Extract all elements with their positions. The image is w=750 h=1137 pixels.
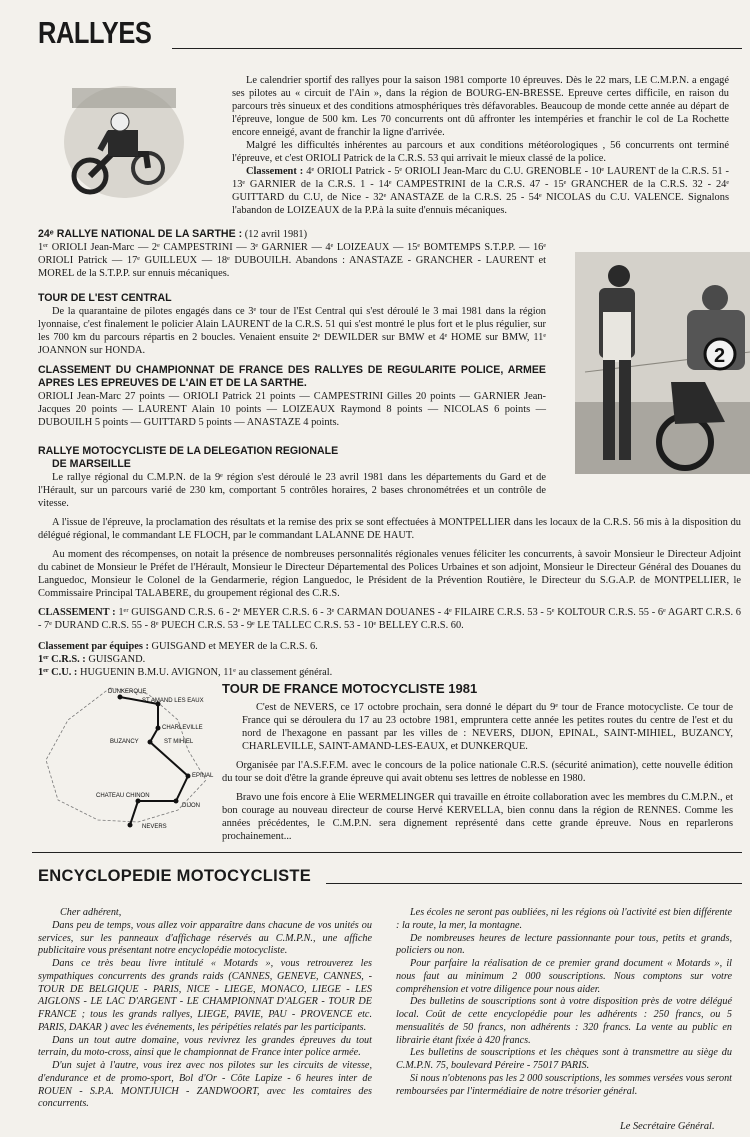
map-label-epinal: EPINAL [192,773,214,779]
classement-paragraph [232,165,729,217]
encyclo-title-rule [326,883,742,884]
tour-paragraph: C'est de NEVERS, ce 17 octobre prochain, sera donné le départ du 9ᵉ tour de France motocycliste. Ce tour de France qui se déroulera du 17 au 23 octobre 1981, empruntera cette année les petites routes du centre de l'est et du nord de l'hexagone en passant par les villes de : NEVERS, DIJON, EPINAL, SAINT-MIHIEL, BUZANCY, CHARLEVILLE, SAINT-AMAND-LES-EAUX, et DUNKERQUE. [242,702,733,753]
map-label-buzancy: BUZANCY [110,739,139,745]
cu-label: 1ᵉʳ C.U. : [38,667,78,678]
encyclo-paragraph: Si nous n'obtenons pas les 2 000 souscriptions, les sommes versées vous seront remboursées par l'intermédiaire de notre trésorier général. [396,1072,732,1097]
encyclo-paragraph: Dans peu de temps, vous allez voir apparaître dans chacune de vos unités ou services, sur les panneaux d'affichage réservés au C.M.P.N., une affiche publicitaire vous présentant notre encyclopédie motocycliste. [38,919,372,957]
map-label-st-amand: ST AMAND LES EAUX [142,698,204,704]
tour-paragraph: Organisée par l'A.S.F.F.M. avec le concours de la police nationale C.R.S. (sécurité animation), cette nouvelle édition du tour se doit d'être la grande épreuve qui avait obtenu ses lettres de noblesse en 1980. [222,760,733,785]
est-text: De la quarantaine de pilotes engagés dans ce 3ᵉ tour de l'Est Central qui s'est déroulé le 3 mai 1981 dans la région lyonnaise, c'est finalement le policier Alain LAURENT de la C.R.S. 51 qui s'est montré le plus fort et le plus régulier, sur les 700 km du parcours répartis en 2 boucles. Venaient ensuite 2ᵉ DEWILDER sur BMW et 4ᵉ HOME sur BMW, 11ᵉ JOANNON sur HONDA. [38,306,546,357]
encyclo-right-column [396,907,732,1098]
marseille-section [38,445,546,471]
tour-title: TOUR DE FRANCE MOTOCYCLISTE 1981 [222,681,478,696]
section-rule [32,852,742,853]
marseille-title: DE MARSEILLE [52,458,131,471]
cu-text: HUGUENIN B.M.U. AVIGNON, 11ᵉ au classement général. [77,667,333,678]
encyclo-paragraph: Dans un tout autre domaine, vous revivrez les grandes épreuves du tout terrain, du moto-cross, ainsi que le championnat de France inter police armée. [38,1034,372,1059]
route-map [38,680,218,830]
intro-paragraph: Le calendrier sportif des rallyes pour la saison 1981 comporte 10 épreuves. Dès le 22 mars, LE C.M.P.N. a engagé ses pilotes au « circuit de l'Ain », dans la région de BOURG-EN-BRESSE. Epreuve certes difficile, en raison du parcours très sinueux et des conditions atmosphériques très défavorables. Beaucoup de monde cette année au départ de l'épreuve, longue de 500 km. Les 70 concurrents ont dû affronter les intempéries et franchir le col de La Rochette encore enneigé, avant de franchir la ligne d'arrivée. [232,75,729,138]
sarthe-results: 1ᵉʳ ORIOLI Jean-Marc — 2ᵉ CAMPESTRINI — 3ᵉ GARNIER — 4ᵉ LOIZEAUX — 15ᵉ BOMTEMPS S.T.P.P. — 16ᵉ ORIOLI Patrick — 17ᵉ GUILLEUX — 18ᵉ DUBOUILH. Abandons : ANASTAZE - GRANCHER - LAURENT et MOREL de la S.T.P.P. sur ennuis mécaniques. [38,242,546,280]
riders-photo [575,252,750,474]
rallyes-title: RALLYES [38,15,152,50]
est-title: TOUR DE L'EST CENTRAL [38,292,172,304]
motorcyclist-photo [62,84,186,200]
map-label-st-mihiel: ST MIHIEL [164,739,194,745]
encyclo-paragraph: Les bulletins de souscriptions et les chèques sont à transmettre au siège du C.M.P.N. 75, boulevard Péreire - 75017 PARIS. [396,1047,732,1071]
signature: Le Secrétaire Général. [620,1121,715,1132]
equipes-label: Classement par équipes : [38,641,149,652]
classement2-paragraph [38,606,741,632]
marseille-body [38,471,741,679]
race-number: 2 [714,345,726,367]
classement-label: Classement : [246,166,304,177]
title-rule [172,48,742,49]
equipes-line [38,640,741,653]
recompenses-text: Au moment des récompenses, on notait la présence de nombreuses personnalités régionales venues féliciter les concurrents, à savoir Monsieur le Directeur Adjoint du cabinet de Monsieur le Préfet de l'Hérault, Monsieur le Directeur Départemental des Polices Urbaines et son adjoint, Monsieur le Directeur Général des Douanes du Languedoc, Monsieur le Colonel de la Gendarmerie, région Languedoc, le Président de la Prévention Routière, le Directeur du S.G.A.P. de MONTPELLIER, le Commissaire Principal TALABERE, du groupement régional des C.R.S. [38,549,741,599]
map-label-dunkerque: DUNKERQUE [108,689,147,695]
sarthe-date: (12 avril 1981) [242,229,308,240]
issue-text: A l'issue de l'épreuve, la proclamation des résultats et la remise des prix se sont effectuées à MONTPELLIER dans les locaux de la C.R.S. 56 mis à la disposition du délégué régional, le commandant LE FLOCH, par le commandant LALANNE DE HAUT. [38,517,741,541]
encyclo-paragraph: Pour parfaire la réalisation de ce premier grand document « Motards », il nous faut au minimum 2 000 souscriptions. Nous comptons sur votre compréhension et votre diligence pour nous aider. [396,958,732,995]
map-label-dijon: DIJON [182,803,200,809]
sarthe-title: 24ᵉ RALLYE NATIONAL DE LA SARTHE : [38,228,243,240]
intro-paragraph: Malgré les difficultés inhérentes au parcours et aux conditions météorologiques , 56 concurrents ont terminé l'épreuve, et c'est ORIOLI Patrick de la C.R.S. 53 qui arrivait le mieux classé de la police. [232,140,729,164]
encyclo-paragraph: De nombreuses heures de lecture passionnante pour tous, petits et grands, policiers ou non. [396,932,732,957]
classement-text: 4ᵉ ORIOLI Patrick - 5ᵉ ORIOLI Jean-Marc du C.U. GRENOBLE - 10ᵉ LAURENT de la C.R.S. 51 - 13ᵉ GARNIER de la C.R.S. 1 - 14ᵉ CAMPESTRINI de la C.R.S. 47 - 15ᵉ GRANCHER de la C.R.S. 32 - 24ᵉ GUITTARD du C.U, de Nice - 32ᵉ ANASTAZE de la C.R.S. 25 - 54ᵉ NICOLAS du C.U. VALENCE. Signalons l'abandon de LOIZEAUX de la P.P.à la suite d'ennuis mécaniques. [232,166,729,216]
cu-line [38,666,741,679]
marseille-title: RALLYE MOTOCYCLISTE DE LA DELEGATION REGIONALE [38,445,339,457]
tour-paragraph: Bravo une fois encore à Elie WERMELINGER qui travaille en étroite collaboration avec les membres du C.M.P.N., et bon courage au nouveau directeur de course Hervé KERVELLA, bien connu dans la région de RENNES. Comme les années précédentes, le C.M.P.N. sera dignement représenté dans cette grande épreuve. Nous en reparlerons prochainement... [222,792,733,843]
crs-text: GUISGAND. [85,654,146,665]
tour-section [222,681,733,843]
classement2-label: CLASSEMENT : [38,607,116,618]
crs-line [38,653,741,666]
encyclo-title: ENCYCLOPEDIE MOTOCYCLISTE [38,867,312,885]
encyclo-paragraph: Dans ce très beau livre intitulé « Motards », vous retrouverez les sympathiques concurrents des grands raids (CANNES, GENEVE, CANNES, - TOUR DE BELGIQUE - PARIS, NICE - LIEGE, MONACO, LIEGE - LES AIGLONS - LE LAC D'ARGENT - LE CHAMPIONNAT D'ALGER - TOUR DE FRANCE ; tous les grands rallyes, LIEGE, PAVIE, PAU - PROVENCE etc. PARIS, DAKAR ) avec les événements, les péripéties relatés par les participants. [38,958,372,1033]
map-label-chateau-chinon: CHATEAU CHINON [96,793,150,799]
encyclo-paragraph: Des bulletins de souscriptions sont à votre disposition près de votre délégué local. Coût de cette encyclopédie pour les adhérents : 250 francs, ou 5 mensualités de 50 francs, non adhérents : 320 francs. La vente au public en librairie étant fixée à 420 francs. [396,996,732,1046]
encyclo-paragraph: Cher adhérent, [60,907,122,918]
map-label-charleville: CHARLEVILLE [162,725,203,731]
sarthe-section [38,228,546,280]
champ-section [38,364,546,429]
encyclo-paragraph: D'un sujet à l'autre, vous irez avec nos pilotes sur les circuits de vitesse, d'endurance et de promo-sport, Bol d'Or - Côte Lapize - 6 heures inter de ROUEN - S.P.A. MONTJUICH - ZANDWOORT, avec les comtaires des concurrents. [38,1060,372,1110]
champ-title: CLASSEMENT DU CHAMPIONNAT DE FRANCE DES RALLYES DE REGULARITE POLICE, ARMEE APRES LES EPREUVES DE L'AIN ET DE LA SARTHE. [38,364,546,390]
encyclo-left-column [38,907,372,1111]
map-label-nevers: NEVERS [142,824,167,830]
champ-text: ORIOLI Jean-Marc 27 points — ORIOLI Patrick 21 points — CAMPESTRINI Gilles 20 points — GARNIER Jean-Jacques 20 points — LAURENT Alain 10 points — LOIZEAUX Raymond 8 points — NICOLAS 6 points — DUBOUILH 5 points — GUITTARD 5 points — ANASTAZE 4 points. [38,391,546,429]
classement2-text: 1ᵉʳ GUISGAND C.R.S. 6 - 2ᵉ MEYER C.R.S. 6 - 3ᵉ CARMAN DOUANES - 4ᵉ FILAIRE C.R.S. 53 - 5ᵉ KOLTOUR C.R.S. 55 - 6ᵉ AGART C.R.S. 6 - 7ᵉ DURAND C.R.S. 55 - 8ᵉ PUECH C.R.S. 53 - 9ᵉ LE TALLEC C.R.S. 53 - 10ᵉ BELLEY C.R.S. 60. [38,607,741,631]
est-section [38,292,546,357]
marseille-text: Le rallye régional du C.M.P.N. de la 9ᵉ région s'est déroulé le 23 avril 1981 dans les départements du Gard et de l'Hérault, sur un parcours varié de 230 km, comportant 5 contrôles horaires, 2 bases chronométrées et un contrôle de vitesse. [38,472,546,509]
crs-label: 1ᵉʳ C.R.S. : [38,654,86,665]
encyclo-paragraph: Les écoles ne seront pas oubliées, ni les régions où l'activité est bien différente : la route, la mer, la montagne. [396,907,732,931]
rallyes-intro [232,74,729,217]
equipes-text: GUISGAND et MEYER de la C.R.S. 6. [148,641,318,652]
